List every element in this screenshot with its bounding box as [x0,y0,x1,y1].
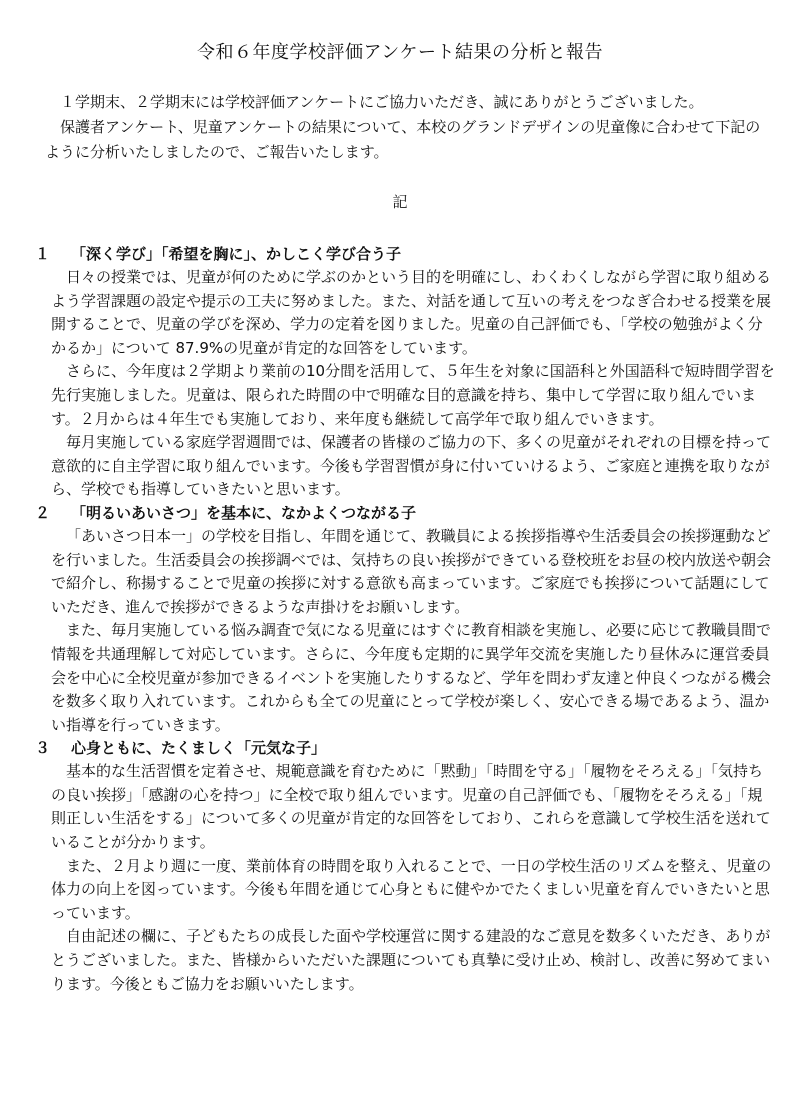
section-3 [35,737,775,996]
section-heading [35,243,775,266]
section-paragraph: 「あいさつ日本一」の学校を目指し、年間を通じて、教職員による挨拶指導や生活委員会の挨拶運動などを行いました。生活委員会の挨拶調べでは、気持ちの良い挨拶ができている登校班をお昼の校内放送や朝会で紹介し、称揚することで児童の挨拶に対する意欲も高まっています。ご家庭でも挨拶について話題にしていただき、進んで挨拶ができるような声掛けをお願いします。 [51,526,772,616]
intro-paragraph: １学期末、２学期末には学校評価アンケートにご協力いただき、誠にありがとうございました。 [60,93,704,111]
section-paragraph: 毎月実施している家庭学習週間では、保護者の皆様のご協力の下、多くの児童がそれぞれの目標を持って意欲的に自主学習に取り組んでいます。今後も学習習慣が身に付いていけるよう、ご家庭と連携を取りながら、学校でも指導していきたいと思います。 [51,433,772,499]
section-2 [35,502,775,737]
report-body [35,243,775,996]
intro-block [45,90,765,165]
ki-marker: 記 [392,193,408,211]
intro-paragraph: 保護者アンケート、児童アンケートの結果について、本校のグランドデザインの児童像に合わせて下記のように分析いたしましたので、ご報告いたします。 [45,118,761,161]
section-paragraph: また、毎月実施している悩み調査で気になる児童にはすぐに教育相談を実施し、必要に応じて教職員間で情報を共通理解して対応しています。さらに、今年度も定期的に異学年交流を実施したり昼休みに運営委員会を中心に全校児童が参加できるイベントを実施したりするなど、学年を問わず友達と仲良くつながる機会を数多く取り入れています。これからも全ての児童にとって学校が楽しく、安心できる場であるよう、温かい指導を行っていきます。 [51,621,772,734]
section-number: １ [35,245,51,263]
section-number: ３ [35,739,51,758]
section-title: 「明るいあいさつ」を基本に、なかよくつながる子 [71,503,417,522]
section-paragraph: さらに、今年度は２学期より業前の10分間を活用して、５年生を対象に国語科と外国語科で短時間学習を先行実施しました。児童は、限られた時間の中で明確な目的意識を持ち、集中して学習に取り組んでいます。２月からは４年生でも実施しており、来年度も継続して高学年で取り組んでいきます。 [51,362,775,428]
section-number: ２ [35,503,51,522]
section-heading [35,737,775,760]
section-paragraph: 基本的な生活習慣を定着させ、規範意識を育むために「黙動」「時間を守る」「履物をそろえる」「気持ちの良い挨拶」「感謝の心を持つ」に全校で取り組んでいます。児童の自己評価でも、「履物をそろえる」「規則正しい生活をする」について多くの児童が肯定的な回答をしており、これらを意識して学校生活を送れていることが分かります。 [51,762,771,852]
section-paragraph: 自由記述の欄に、子どもたちの成長した面や学校運営に関する建設的なご意見を数多くいただき、ありがとうございました。また、皆様からいただいた課題についても真摯に受け止め、検討し、改善に努めてまいります。今後ともご協力をお願いいたします。 [51,927,771,993]
section-title: 「深く学び」「希望を胸に」、かしこく学び合う子 [71,245,402,263]
section-1 [35,243,775,502]
section-title: 心身ともに、たくましく「元気な子」 [71,739,327,758]
section-paragraph: また、２月より週に一度、業前体育の時間を取り入れることで、一日の学校生活のリズムを整え、児童の体力の向上を図っています。今後も年間を通じて心身ともに健やかでたくましい児童を育んでいきたいと思っています。 [51,856,772,922]
section-heading [35,502,775,525]
page-title: 令和６年度学校評価アンケート結果の分析と報告 [197,42,603,63]
section-paragraph: 日々の授業では、児童が何のために学ぶのかという目的を明確にし、わくわくしながら学習に取り組めるよう学習課題の設定や提示の工夫に努めました。また、対話を通して互いの考えをつなぎ合わせる授業を展開することで、児童の学びを深め、学力の定着を図りました。児童の自己評価でも、「学校の勉強がよく分かるか」について 87.9%の児童が肯定的な回答をしています。 [51,268,772,357]
